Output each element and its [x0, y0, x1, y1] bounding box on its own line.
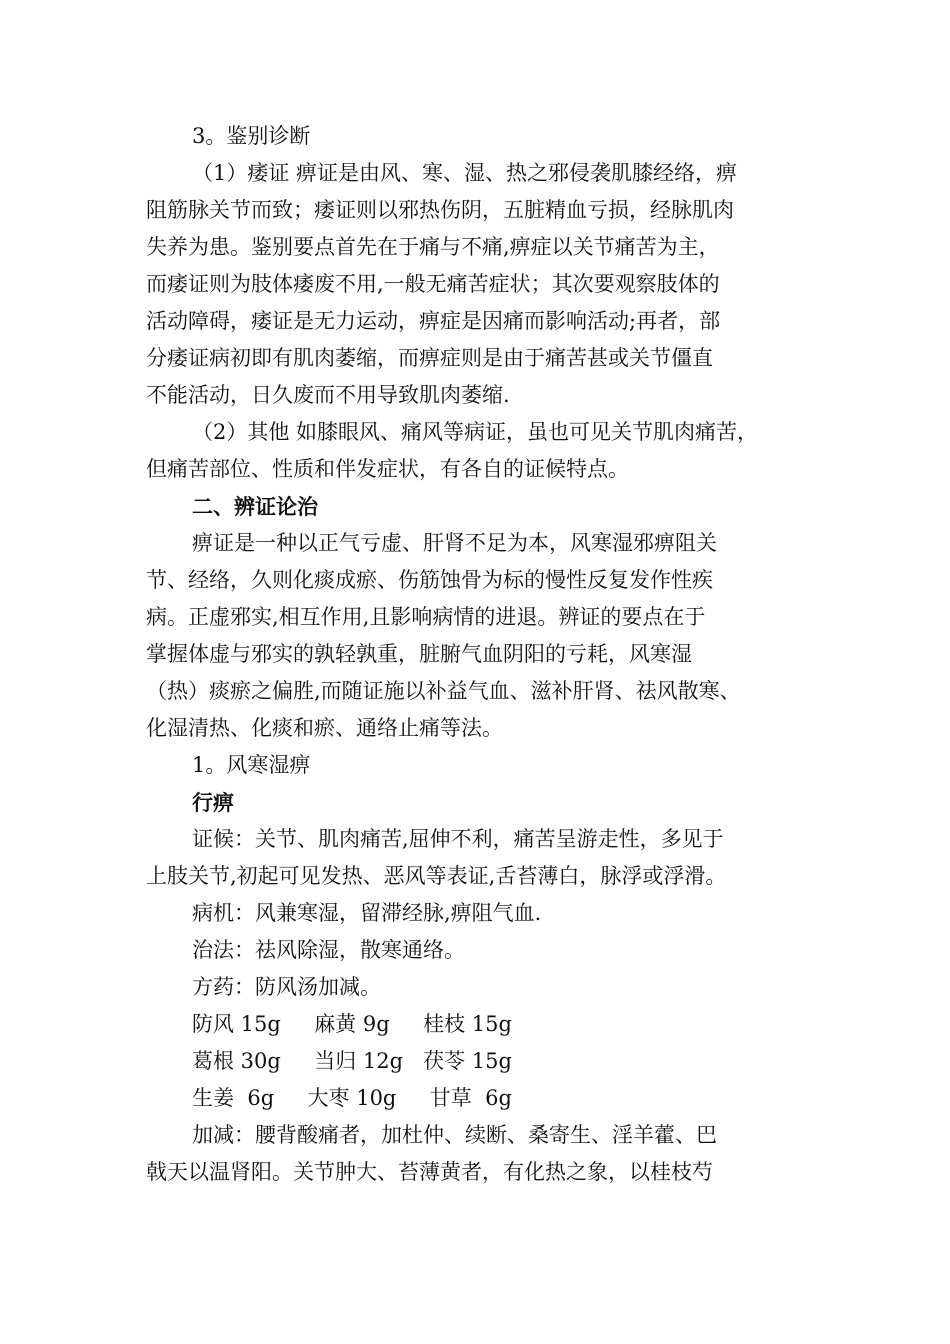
- herb-list: [146, 1006, 826, 1117]
- text-line: （热）痰瘀之偏胜,而随证施以补益气血、滋补肝肾、祛风散寒、: [146, 679, 741, 703]
- paragraph-differential-other: [146, 414, 826, 488]
- text-line: 痹证是一种以正气亏虚、肝肾不足为本，风寒湿邪痹阻关: [192, 531, 717, 555]
- paragraph-syndrome-differentiation: [146, 525, 826, 747]
- text-line: （1）痿证 痹证是由风、寒、湿、热之邪侵袭肌膝经络，痹: [192, 161, 738, 185]
- subsection-heading: 行痹: [192, 790, 234, 815]
- paragraph-modification: [146, 1117, 826, 1191]
- text-line: 不能活动，日久废而不用导致肌肉萎缩.: [146, 383, 510, 407]
- paragraph-differential-weizheng: [146, 155, 826, 414]
- text-line: 戟天以温肾阳。关节肿大、苔薄黄者，有化热之象，以桂枝芍: [146, 1160, 713, 1184]
- text-line: 而痿证则为肢体痿废不用,一般无痛苦症状；其次要观察肢体的: [146, 272, 720, 296]
- text-line: 失养为患。鉴别要点首先在于痛与不痛,痹症以关节痛苦为主，: [146, 235, 720, 259]
- text-line: 病。正虚邪实,相互作用,且影响病情的进退。辨证的要点在于: [146, 605, 706, 629]
- prescription-line: 方药：防风汤加减。: [192, 975, 381, 999]
- text-line: 阻筋脉关节而致；痿证则以邪热伤阴，五脏精血亏损，经脉肌肉: [146, 198, 734, 222]
- herb-row: 生姜 6g 大枣 10g 甘草 6g: [192, 1086, 512, 1110]
- text-line: 活动障碍，痿证是无力运动，痹症是因痛而影响活动;再者，部: [146, 309, 721, 333]
- section-heading: 二、辨证论治: [192, 494, 318, 519]
- herb-row: 防风 15g 麻黄 9g 桂枝 15g: [192, 1012, 512, 1036]
- text-line: 证候：关节、肌肉痛苦,屈伸不利，痛苦呈游走性，多见于: [192, 827, 724, 851]
- text-line: 分痿证病初即有肌肉萎缩，而痹症则是由于痛苦甚或关节僵直: [146, 346, 713, 370]
- document-page: [146, 118, 826, 1191]
- pathogenesis-line: 病机：风兼寒湿，留滞经脉,痹阻气血.: [192, 901, 542, 925]
- text-line: （2）其他 如膝眼风、痛风等病证，虽也可见关节肌肉痛苦，: [192, 420, 759, 444]
- text-line: 上肢关节,初起可见发热、恶风等表证,舌苔薄白，脉浮或浮滑。: [146, 864, 727, 888]
- text-line: 加减：腰背酸痛者，加杜仲、续断、桑寄生、淫羊藿、巴: [192, 1123, 717, 1147]
- text-line: 节、经络，久则化痰成瘀、伤筋蚀骨为标的慢性反复发作性疾: [146, 568, 713, 592]
- paragraph-symptoms: [146, 821, 826, 895]
- herb-row: 葛根 30g 当归 12g 茯苓 15g: [192, 1049, 512, 1073]
- text-line: 但痛苦部位、性质和伴发症状，有各自的证候特点。: [146, 457, 629, 481]
- treatment-line: 治法：祛风除湿，散寒通络。: [192, 938, 465, 962]
- text-line: 化湿清热、化痰和瘀、通络止痛等法。: [146, 716, 503, 740]
- text-line: 掌握体虚与邪实的孰轻孰重，脏腑气血阴阳的亏耗，风寒湿: [146, 642, 692, 666]
- section-title: 3。鉴别诊断: [192, 124, 311, 148]
- subsection-title: 1。风寒湿痹: [192, 753, 311, 777]
